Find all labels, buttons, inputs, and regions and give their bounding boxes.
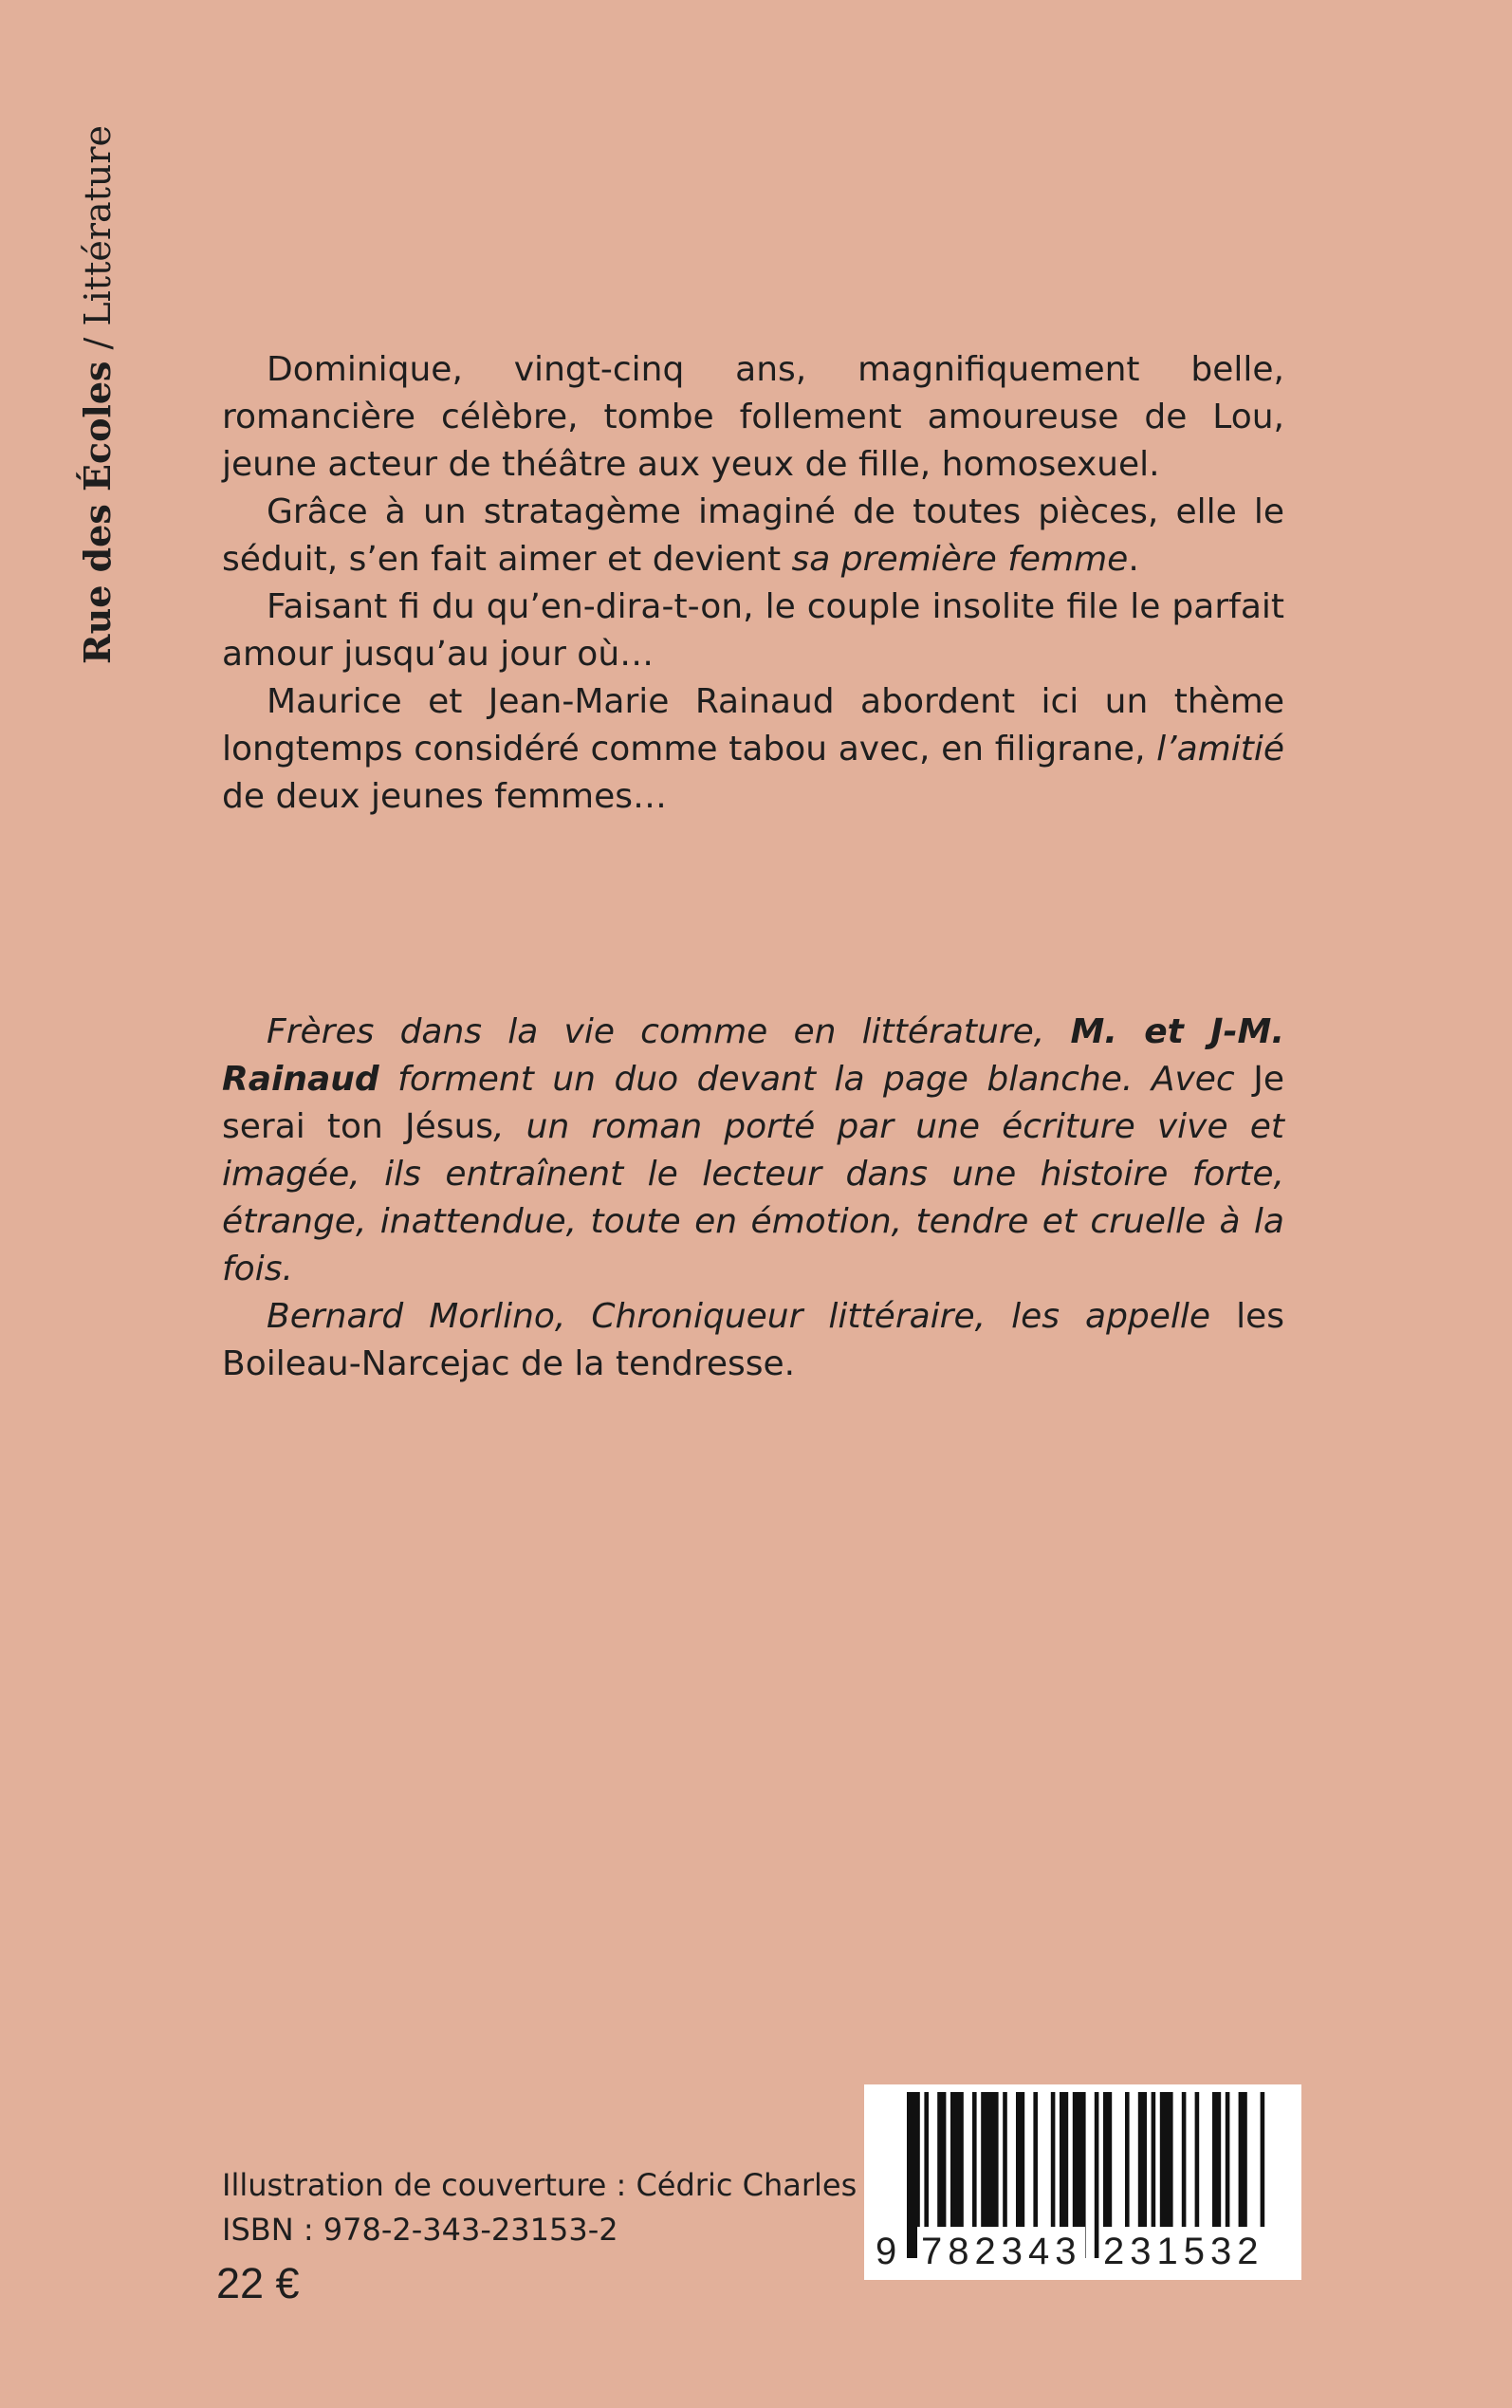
- series-name: Rue des Écoles: [76, 361, 119, 664]
- price: 22 €: [216, 2259, 300, 2307]
- author-blurb: [222, 1009, 1284, 1388]
- barcode-right-digits: 231532: [1099, 2227, 1267, 2276]
- author-paragraph: Frères dans la vie comme en littérature, M. et J-M. Rainaud forment un duo devant la page blanche. Avec Je serai ton Jésus, un roman porté par une écriture vive et imagée, ils entraînent le lecteur dans une histoire forte, étrange, inattendue, toute en émotion, tendre et cruelle à la fois.: [222, 1012, 1285, 1288]
- author-paragraph: Bernard Morlino, Chroniqueur littéraire, les appelle les Boileau-Narcejac de la tendresse.: [222, 1297, 1284, 1383]
- synopsis-paragraph: Maurice et Jean-Marie Rainaud abordent ici un thème longtemps considéré comme tabou avec, en filigrane, l’amitié de deux jeunes femmes…: [222, 682, 1284, 816]
- barcode-bar: [1095, 2092, 1099, 2258]
- barcode-left-digits: 782343: [917, 2227, 1085, 2276]
- spine-separator: /: [77, 325, 119, 361]
- synopsis-paragraph: Dominique, vingt-cinq ans, magnifiquement belle, romancière célèbre, tombe follement amoureuse de Lou, jeune acteur de théâtre aux yeux de fille, homosexuel.: [222, 350, 1284, 484]
- synopsis-paragraph: Grâce à un stratagème imaginé de toutes pièces, elle le séduit, s’en fait aimer et devient sa première femme.: [222, 492, 1284, 579]
- barcode: [864, 2084, 1301, 2280]
- isbn-number: ISBN : 978-2-343-23153-2: [222, 2212, 618, 2248]
- illustration-credit: Illustration de couverture : Cédric Charles: [222, 2167, 857, 2203]
- synopsis-paragraph: Faisant fi du qu’en-dira-t-on, le couple insolite file le parfait amour jusqu’au jour où…: [222, 587, 1284, 674]
- synopsis: [222, 346, 1284, 821]
- barcode-lead-digit: 9: [876, 2227, 896, 2276]
- collection-name: Littérature: [77, 124, 119, 326]
